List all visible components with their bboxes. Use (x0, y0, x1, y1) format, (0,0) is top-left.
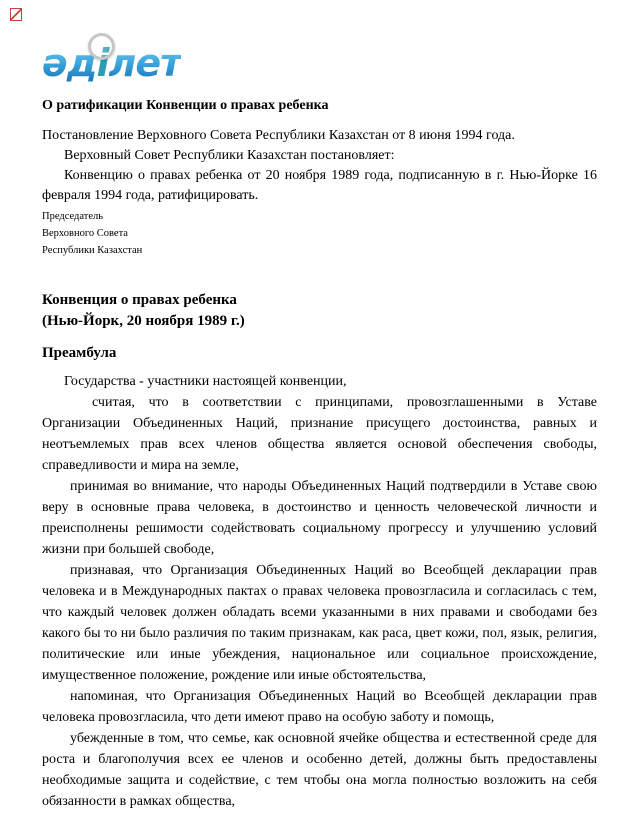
convention-subtitle: (Нью-Йорк, 20 ноября 1989 г.) (42, 313, 245, 329)
ratification-resolves: Верховный Совет Республики Казахстан постановляет: (64, 148, 395, 163)
broken-image-icon (10, 8, 22, 21)
ratification-title: О ратификации Конвенции о правах ребенка (42, 98, 329, 113)
logo-letter-i (96, 40, 108, 86)
adilet-logo[interactable] (42, 40, 192, 86)
preamble-paragraph: Государства - участники настоящей конвенции, (64, 374, 347, 389)
signature-line: Председатель (42, 211, 104, 222)
preamble-heading: Преамбула (42, 345, 117, 361)
preamble-text (42, 371, 597, 812)
preamble-paragraph: принимая во внимание, что народы Объединенных Наций подтвердили в Уставе свою веру в основные права человека, в достоинство и ценность человеческой личности и преисполнены решимости содействовать социальному прогрессу и улучшению условий жизни при большей свободе, (42, 479, 597, 557)
logo-text-left: әд (42, 41, 97, 85)
preamble-paragraph: считая, что в соответствии с принципами, провозглашенными в Уставе Организации Объединенных Наций, признание присущего достоинства, равных и неотъемлемых прав всех членов общества является основой обеспечения свободы, справедливости и мира на земле, (42, 395, 597, 473)
convention-title-block (42, 290, 597, 332)
preamble-paragraph: признавая, что Организация Объединенных Наций во Всеобщей декларации прав человека и в Международных пактах о правах человека провозгласила и согласилась с тем, что каждый человек должен обладать всеми указанными в них правами и свободами без какого бы то ни было различия по таким признакам, как раса, цвет кожи, пол, язык, религия, политические или иные убеждения, национальное или социальное происхождение, имущественное положение, рождение или иные обстоятельства, (42, 563, 597, 683)
signature-line: Верховного Совета (42, 228, 128, 239)
ratification-intro: Постановление Верховного Совета Республики Казахстан от 8 июня 1994 года. (42, 128, 515, 143)
signature-block (42, 208, 597, 259)
preamble-paragraph: убежденные в том, что семье, как основной ячейке общества и естественной среде для роста и благополучия всех ее членов и особенно детей, должны быть предоставлены необходимые защита и содействие, с тем чтобы она могла полностью возложить на себя обязанности в рамках общества, (42, 731, 597, 809)
logo-letter-i-glyph: і (96, 41, 109, 85)
logo-text-right: лет (108, 41, 182, 85)
convention-title: Конвенция о правах ребенка (42, 292, 237, 308)
preamble-paragraph: напоминая, что Организация Объединенных Наций во Всеобщей декларации прав человека провозгласила, что дети имеют право на особую заботу и помощь, (42, 689, 597, 725)
signature-line: Республики Казахстан (42, 245, 143, 256)
ratification-decree: Конвенцию о правах ребенка от 20 ноября 1989 года, подписанную в г. Нью-Йорке 16 февраля 1994 года, ратифицировать. (42, 168, 597, 203)
